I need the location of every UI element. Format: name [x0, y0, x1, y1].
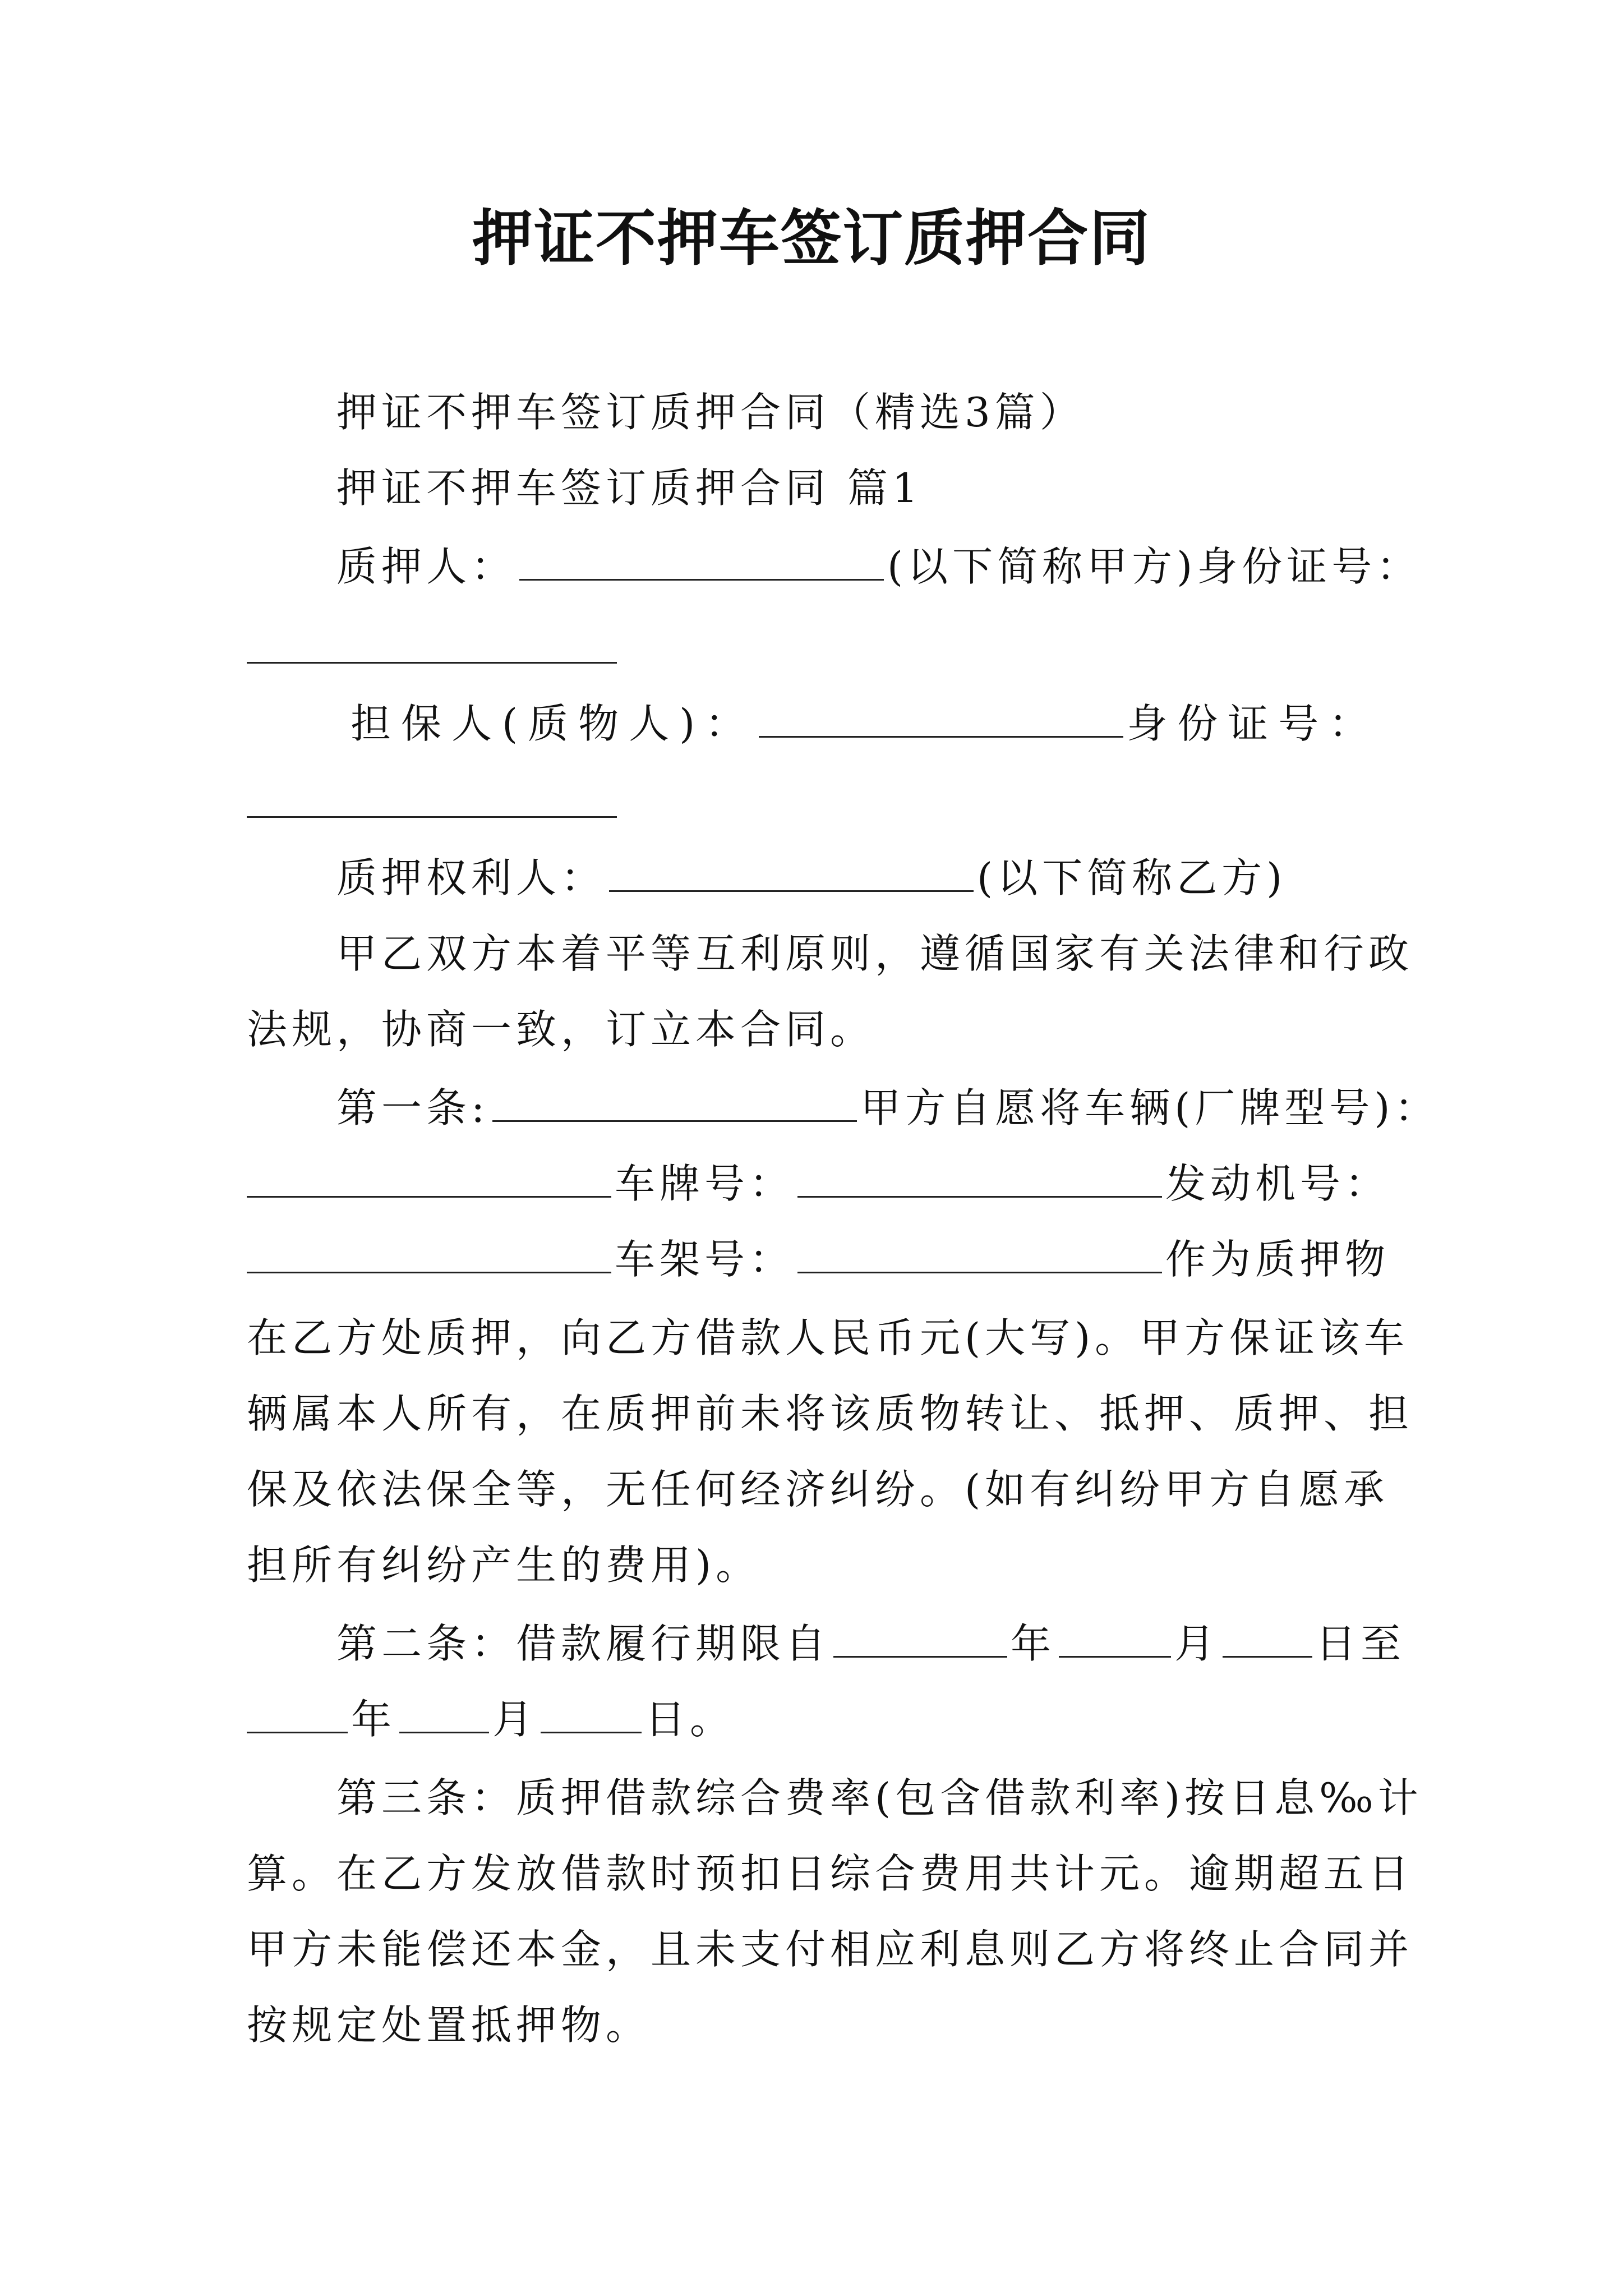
- end-month-blank: [399, 1697, 489, 1733]
- document-title: 押证不押车签订质押合同: [472, 203, 1151, 274]
- end-day-label: 日。: [645, 1696, 735, 1743]
- vehicle-model-blank: [247, 1161, 611, 1198]
- end-year-blank: [247, 1697, 348, 1733]
- pledgor-line: [336, 541, 1421, 592]
- article1-line-4: 在乙方处质押，向乙方借款人民币元(大写)。甲方保证该车: [247, 1314, 1409, 1361]
- end-year-label: 年: [351, 1696, 396, 1743]
- article1-line-6: 保及依法保全等，无任何经济纠纷。(如有纠纷甲方自愿承: [247, 1466, 1389, 1513]
- intro-line-2: 法规，协商一致，订立本合同。: [247, 1006, 875, 1053]
- intro-line-1: 甲乙双方本着平等互利原则，遵循国家有关法律和行政: [336, 930, 1414, 977]
- start-month-blank: [1059, 1621, 1171, 1658]
- start-day-blank: [1223, 1621, 1312, 1658]
- pledgor-label: 质押人：: [336, 543, 517, 590]
- frame-label: 车架号：: [615, 1236, 795, 1283]
- pledgor-name-blank: [519, 544, 884, 581]
- article1-line-3: [247, 1234, 1390, 1285]
- article3-line-1: 第三条：质押借款综合费率(包含借款利率)按日息‰计: [336, 1774, 1423, 1821]
- article2-label: 第二条：借款履行期限自: [336, 1620, 831, 1667]
- guarantor-id-blank: [247, 816, 617, 818]
- article3-line-3: 甲方未能偿还本金，且未支付相应利息则乙方将终止合同并: [247, 1926, 1414, 1973]
- as-pledge-text: 作为质押物: [1165, 1236, 1390, 1283]
- guarantor-id-label: 身份证号：: [1127, 700, 1380, 747]
- pledgee-name-blank: [609, 855, 974, 892]
- frame-blank: [797, 1237, 1162, 1273]
- section-heading: 押证不押车签订质押合同 篇1: [336, 464, 923, 512]
- pledgee-line: [336, 853, 1287, 903]
- article1-vehicle-text: 甲方自愿将车辆(厂牌型号)：: [860, 1084, 1440, 1131]
- start-month-label: 月: [1174, 1620, 1220, 1667]
- engine-blank: [247, 1237, 611, 1273]
- end-day-blank: [541, 1697, 642, 1733]
- engine-label: 发动机号：: [1165, 1160, 1390, 1207]
- pledgor-id-blank: [247, 662, 617, 664]
- start-year-label: 年: [1011, 1620, 1056, 1667]
- article1-blank-1: [492, 1085, 857, 1122]
- guarantor-name-blank: [759, 701, 1123, 738]
- plate-label: 车牌号：: [615, 1160, 795, 1207]
- pledgee-label: 质押权利人：: [336, 854, 606, 901]
- pledgor-note: (以下简称甲方)身份证号：: [887, 543, 1422, 590]
- article2-line-2: [247, 1694, 735, 1745]
- pledgee-note: (以下简称乙方): [977, 854, 1287, 901]
- article1-line-5: 辆属本人所有，在质押前未将该质物转让、抵押、质押、担: [247, 1390, 1414, 1437]
- article1-label: 第一条:: [336, 1084, 490, 1131]
- document-subtitle: 押证不押车签订质押合同（精选3篇）: [336, 389, 1085, 436]
- article1-line-7: 担所有纠纷产生的费用)。: [247, 1542, 761, 1589]
- guarantor-label: 担保人(质物人)：: [351, 700, 756, 747]
- article1-line-1: [336, 1083, 1439, 1133]
- article3-line-4: 按规定处置抵押物。: [247, 2001, 651, 2049]
- article3-line-2: 算。在乙方发放借款时预扣日综合费用共计元。逾期超五日: [247, 1850, 1414, 1897]
- article2-line-1: [336, 1618, 1405, 1669]
- start-day-label: 日至: [1316, 1620, 1406, 1667]
- start-year-blank: [833, 1621, 1007, 1658]
- guarantor-line: [351, 698, 1379, 749]
- plate-blank: [797, 1161, 1162, 1198]
- end-month-label: 月: [492, 1696, 538, 1743]
- article1-line-2: [247, 1158, 1390, 1209]
